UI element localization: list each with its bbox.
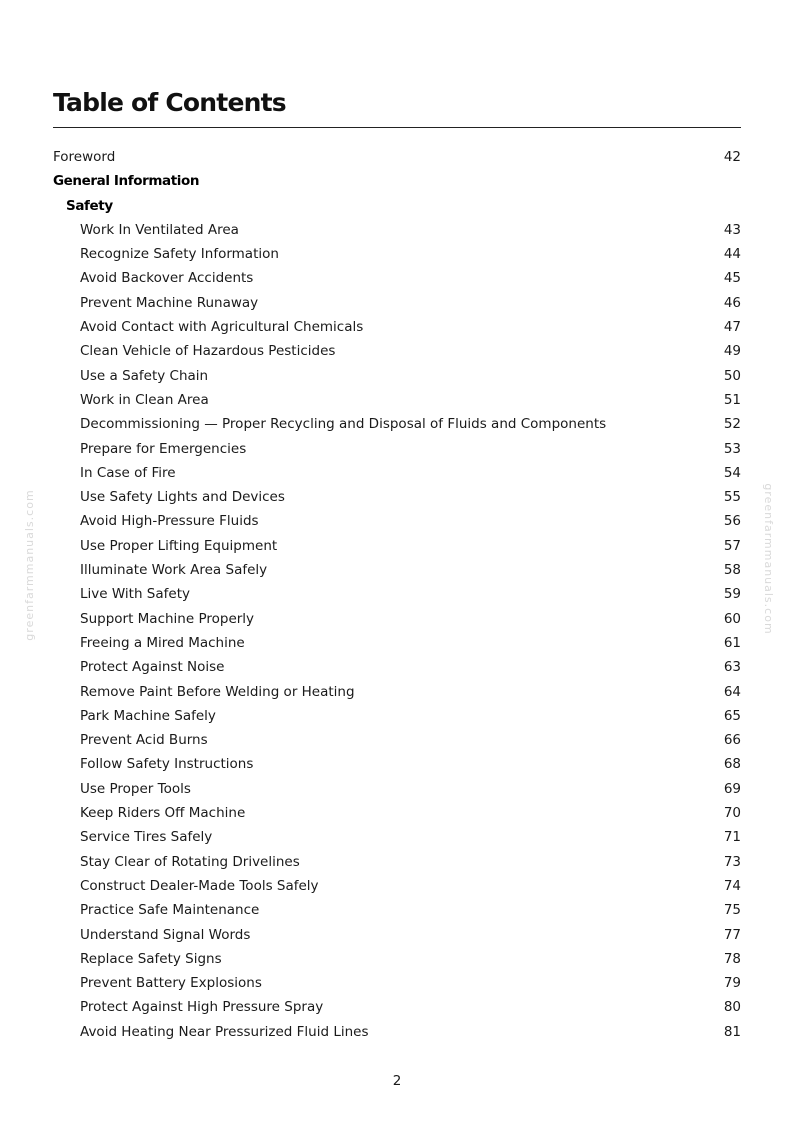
toc-entry[interactable] [53,752,741,776]
page-title: Table of Contents [53,88,286,117]
toc-entry[interactable] [53,825,741,849]
toc-entry-page: 75 [723,902,741,919]
watermark-left: greenfarmmanuals.com [23,489,36,641]
toc-entry-page: 73 [723,853,741,870]
toc-entry-label: Live With Safety [80,586,190,603]
toc-entry-label: Understand Signal Words [80,926,251,943]
toc-entry[interactable] [53,534,741,558]
toc-entry-label: Foreword [53,149,116,165]
toc-entry-page: 60 [723,610,741,627]
toc-section-heading [53,169,741,193]
toc-entry[interactable] [53,850,741,874]
toc-entry[interactable] [53,898,741,922]
toc-entry-label: Work In Ventilated Area [80,221,239,238]
toc-entry-page: 57 [723,537,741,554]
toc-entry-label: Construct Dealer-Made Tools Safely [80,877,319,894]
toc-entry-label: Work in Clean Area [80,391,209,408]
toc-entry[interactable] [53,631,741,655]
toc-entry-page: 71 [723,829,741,846]
toc-entry-label: Stay Clear of Rotating Drivelines [80,853,300,870]
toc-entry-page: 78 [723,950,741,967]
toc-entry-label: Illuminate Work Area Safely [80,562,268,579]
toc-entry-page: 53 [723,440,741,457]
toc-entry-page: 44 [723,246,741,263]
toc-entry[interactable] [53,266,741,290]
toc-entry-page: 69 [723,780,741,797]
toc-entry[interactable] [53,777,741,801]
toc-entry[interactable] [53,558,741,582]
toc-entry-label: Keep Riders Off Machine [80,805,246,822]
toc-entry-label: Use Proper Tools [80,780,191,797]
toc-entry-label: In Case of Fire [80,464,176,481]
toc-entry-label: Clean Vehicle of Hazardous Pesticides [80,343,336,360]
toc-entry-page: 77 [723,926,741,943]
toc-entry-label: Protect Against Noise [80,659,225,676]
toc-entry[interactable] [53,291,741,315]
toc-entry-page: 42 [723,149,741,165]
toc-entry-label: Park Machine Safely [80,707,216,724]
toc-entry[interactable] [53,242,741,266]
toc-entry[interactable] [53,947,741,971]
toc-entry-page: 54 [723,464,741,481]
toc-entry-label: General Information [53,173,200,190]
toc-entry-label: Prevent Machine Runaway [80,294,259,311]
toc-entry[interactable] [53,874,741,898]
toc-entry[interactable] [53,461,741,485]
toc-entry-label: Avoid High-Pressure Fluids [80,513,259,530]
toc-entry-page: 59 [723,586,741,603]
toc-entry-page: 43 [723,221,741,238]
toc-entry[interactable] [53,923,741,947]
toc-entry-page: 68 [723,756,741,773]
toc-entry-page: 56 [723,513,741,530]
toc-entry-label: Prevent Battery Explosions [80,975,262,992]
toc-entry-label: Prevent Acid Burns [80,732,208,749]
toc-entry-label: Use Safety Lights and Devices [80,489,285,506]
toc-entry-label: Avoid Heating Near Pressurized Fluid Lines [80,1023,369,1040]
toc-entry[interactable] [53,437,741,461]
toc-entry[interactable] [53,1020,741,1044]
toc-entry[interactable] [53,704,741,728]
toc-entry-page: 52 [723,416,741,433]
toc-entry[interactable] [53,801,741,825]
toc-entry-page: 45 [723,270,741,287]
toc-entry-page: 79 [723,975,741,992]
toc-entry-label: Practice Safe Maintenance [80,902,260,919]
toc-entry-label: Remove Paint Before Welding or Heating [80,683,355,700]
toc-entry[interactable] [53,971,741,995]
toc-entry-label: Service Tires Safely [80,829,213,846]
toc-entry[interactable] [53,655,741,679]
toc-entry-page: 66 [723,732,741,749]
toc-entry-page: 65 [723,707,741,724]
toc-entry-label: Protect Against High Pressure Spray [80,999,324,1016]
toc-entry-label: Decommissioning — Proper Recycling and Disposal of Fluids and Components [80,416,607,433]
toc-entry[interactable] [53,680,741,704]
toc-entry-page: 74 [723,877,741,894]
toc-entry-label: Use a Safety Chain [80,367,209,384]
toc-entry-label: Recognize Safety Information [80,246,279,263]
toc-entry[interactable] [53,388,741,412]
toc-entry-label: Safety [66,197,113,214]
toc-entry[interactable] [53,607,741,631]
toc-entry-label: Use Proper Lifting Equipment [80,537,278,554]
table-of-contents [53,145,741,1044]
toc-entry-page: 64 [723,683,741,700]
toc-entry-page: 70 [723,805,741,822]
toc-entry[interactable] [53,509,741,533]
toc-entry-page: 80 [723,999,741,1016]
toc-entry-label: Support Machine Properly [80,610,255,627]
toc-section-heading [53,194,741,218]
toc-entry[interactable] [53,582,741,606]
toc-entry-page: 49 [723,343,741,360]
toc-entry-page: 50 [723,367,741,384]
toc-entry-page: 61 [723,634,741,651]
toc-entry-page: 51 [723,391,741,408]
page-number: 2 [392,1073,402,1089]
toc-entry-page: 47 [723,319,741,336]
toc-entry-label: Freeing a Mired Machine [80,634,245,651]
toc-entry-label: Prepare for Emergencies [80,440,247,457]
toc-entry[interactable] [53,485,741,509]
toc-entry[interactable] [53,995,741,1019]
toc-entry-page: 46 [723,294,741,311]
toc-entry[interactable] [53,412,741,436]
toc-entry-page: 55 [723,489,741,506]
toc-entry[interactable] [53,339,741,363]
toc-entry[interactable] [53,145,741,169]
toc-entry-label: Avoid Backover Accidents [80,270,254,287]
title-divider [53,127,741,128]
toc-entry-label: Avoid Contact with Agricultural Chemicals [80,319,364,336]
toc-entry[interactable] [53,218,741,242]
watermark-right: greenfarmmanuals.com [762,483,775,635]
toc-entry[interactable] [53,728,741,752]
toc-entry[interactable] [53,364,741,388]
toc-entry-label: Replace Safety Signs [80,950,222,967]
toc-entry-page: 81 [723,1023,741,1040]
toc-entry-label: Follow Safety Instructions [80,756,254,773]
toc-entry[interactable] [53,315,741,339]
toc-entry-page: 58 [723,562,741,579]
toc-entry-page: 63 [723,659,741,676]
